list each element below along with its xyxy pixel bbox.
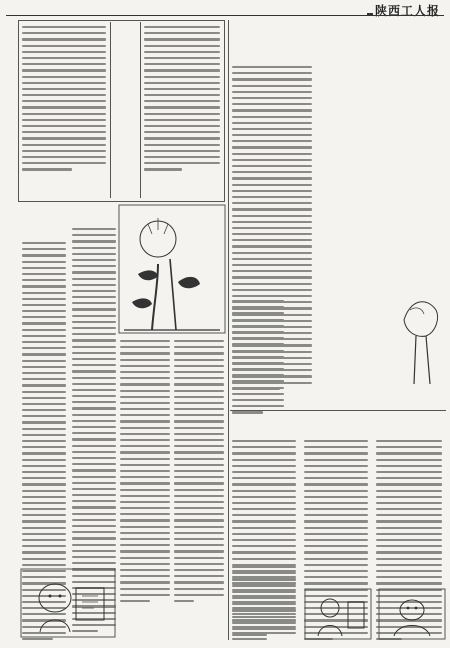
right-bottom-cartoon-a [304, 588, 372, 640]
dawn-illustration [396, 280, 446, 390]
masthead-title: 陕西工人报 [374, 4, 440, 18]
loyalty-body-right [144, 26, 220, 171]
mid-column-body [232, 300, 284, 414]
morning-sun-illustration [118, 204, 226, 334]
cinema-top-rule [230, 410, 446, 411]
gift-body-col3 [120, 340, 170, 602]
gift-body-col4 [174, 340, 224, 602]
right-bottom-cartoon-b [378, 588, 446, 640]
loyalty-body-left [22, 26, 106, 171]
loyalty-title-divider-left [110, 22, 111, 198]
laugh-body [232, 566, 296, 636]
center-column-rule [228, 20, 229, 640]
loyalty-title-divider-right [140, 22, 141, 198]
left-bottom-cartoon [20, 568, 116, 638]
